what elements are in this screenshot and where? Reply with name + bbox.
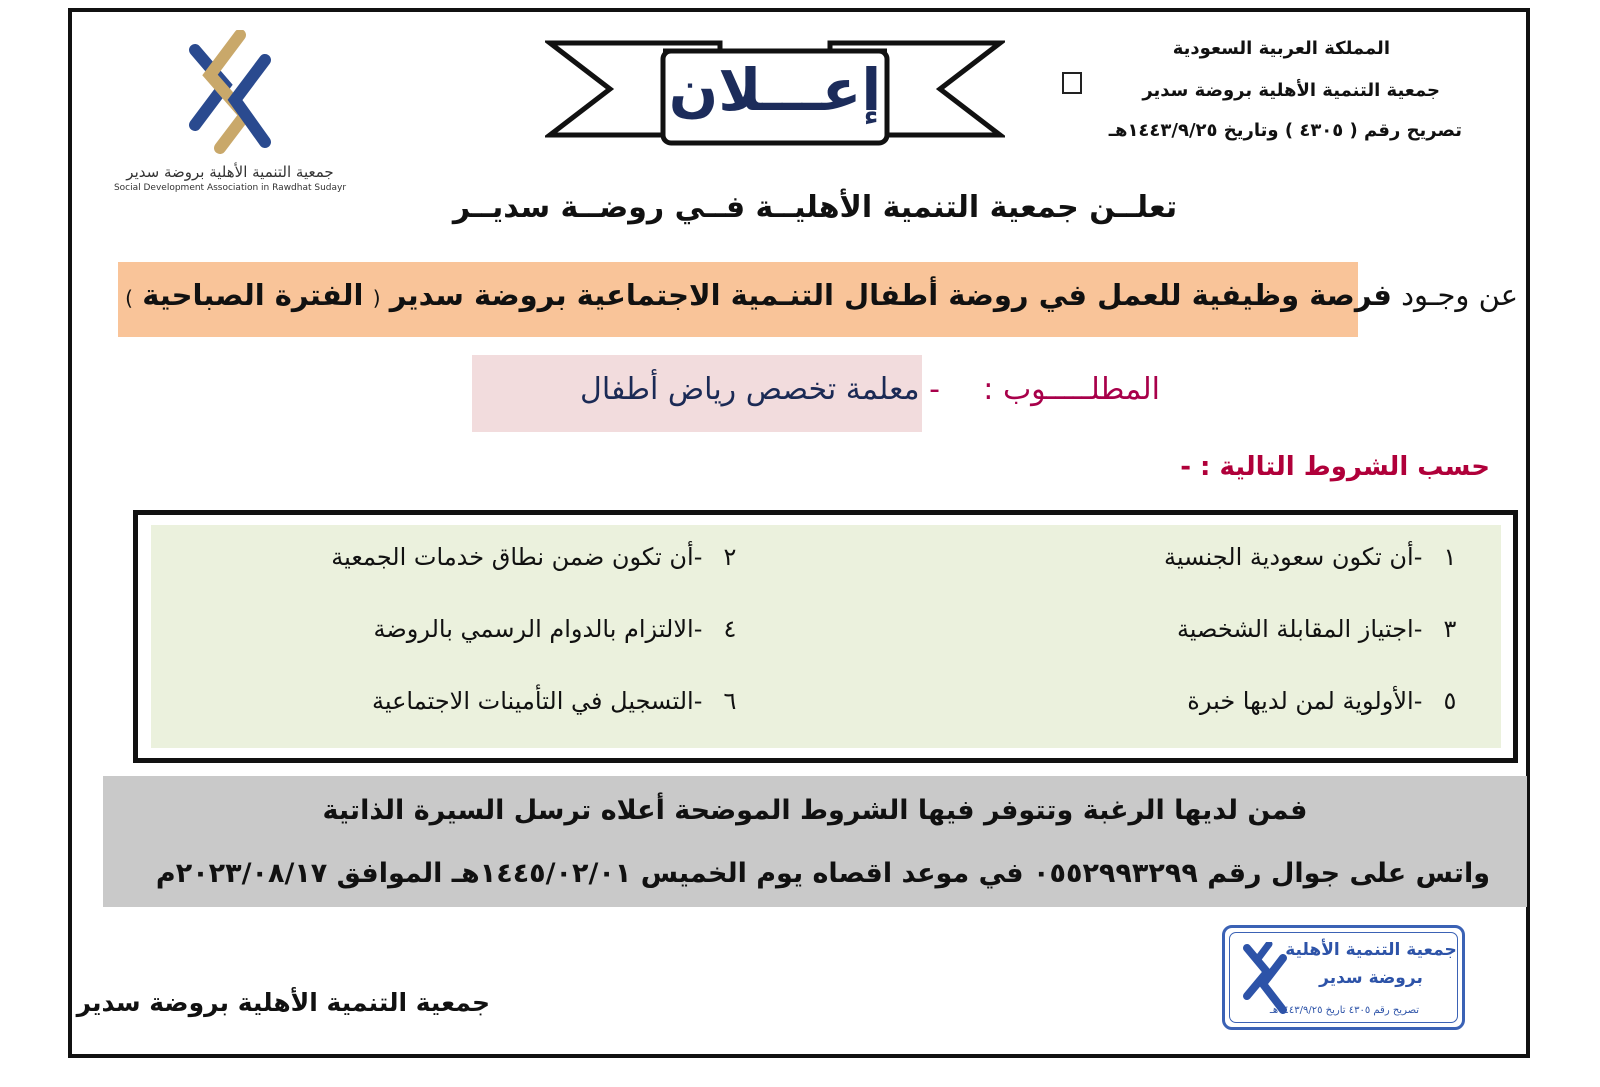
- conditions-title: حسب الشروط التالية : -: [1180, 452, 1490, 482]
- open-paren: (: [372, 286, 381, 310]
- requirement-dash: -: [929, 372, 940, 407]
- stamp-line-2: بروضة سدير: [1319, 968, 1423, 988]
- condition-item: ٥ -الأولوية لمن لديها خبرة: [1187, 687, 1457, 715]
- header-association: جمعية التنمية الأهلية بروضة سدير: [1142, 80, 1440, 101]
- instructions-line-2: واتس على جوال رقم ٠٥٥٢٩٩٣٢٩٩ في موعد اقصاه يوم الخميس ١٤٤٥/٠٢/٠١هـ الموافق ٢٠٢٣/٠٨/١٧م: [155, 858, 1490, 889]
- close-paren: ): [125, 286, 133, 310]
- checkbox[interactable]: [1062, 72, 1082, 94]
- requirement-value: [470, 372, 940, 407]
- stamp-line-3: تصريح رقم ٤٣٠٥ تاريخ ١٤٤٣/٩/٢٥هـ: [1269, 1005, 1420, 1016]
- requirement-label: المطلـــــوب :: [983, 372, 1160, 407]
- header-kingdom: المملكة العربية السعودية: [1172, 38, 1390, 59]
- association-logo-icon: [185, 30, 275, 155]
- intro-text: عن وجـود: [1401, 278, 1518, 312]
- instructions-line-1: فمن لديها الرغبة وتتوفر فيها الشروط الموضحة أعلاه ترسل السيرة الذاتية: [322, 795, 1308, 826]
- logo-name-en: Social Development Association in Rawdhat Sudayr: [113, 183, 347, 193]
- signature-text: جمعية التنمية الأهلية بروضة سدير: [76, 988, 490, 1017]
- condition-item: ٦ -التسجيل في التأمينات الاجتماعية: [371, 687, 737, 715]
- banner-title: إعـــلان: [668, 56, 882, 124]
- period-text: الفترة الصباحية: [142, 278, 364, 312]
- opportunity-line: [110, 278, 1518, 312]
- condition-item: ٣ -اجتياز المقابلة الشخصية: [1176, 615, 1457, 643]
- opportunity-text: فرصة وظيفية للعمل في روضة أطفال التنـمية الاجتماعية بروضة سدير: [389, 278, 1392, 312]
- logo-name-ar: جمعية التنمية الأهلية بروضة سدير: [126, 163, 334, 181]
- header-permit: تصريح رقم ( ٤٣٠٥ ) وتاريخ ١٤٤٣/٩/٢٥هـ: [1108, 120, 1462, 141]
- condition-item: ٤ -الالتزام بالدوام الرسمي بالروضة: [373, 615, 737, 643]
- announcement-headline: تعلــن جمعية التنمية الأهليــة فــي روضــة سديــر: [452, 190, 1178, 225]
- condition-item: ١ -أن تكون سعودية الجنسية: [1164, 543, 1457, 571]
- requirement-text: معلمة تخصص رياض أطفال: [580, 372, 920, 407]
- stamp-line-1: جمعية التنمية الأهلية: [1285, 940, 1457, 960]
- condition-item: ٢ -أن تكون ضمن نطاق خدمات الجمعية: [331, 543, 737, 571]
